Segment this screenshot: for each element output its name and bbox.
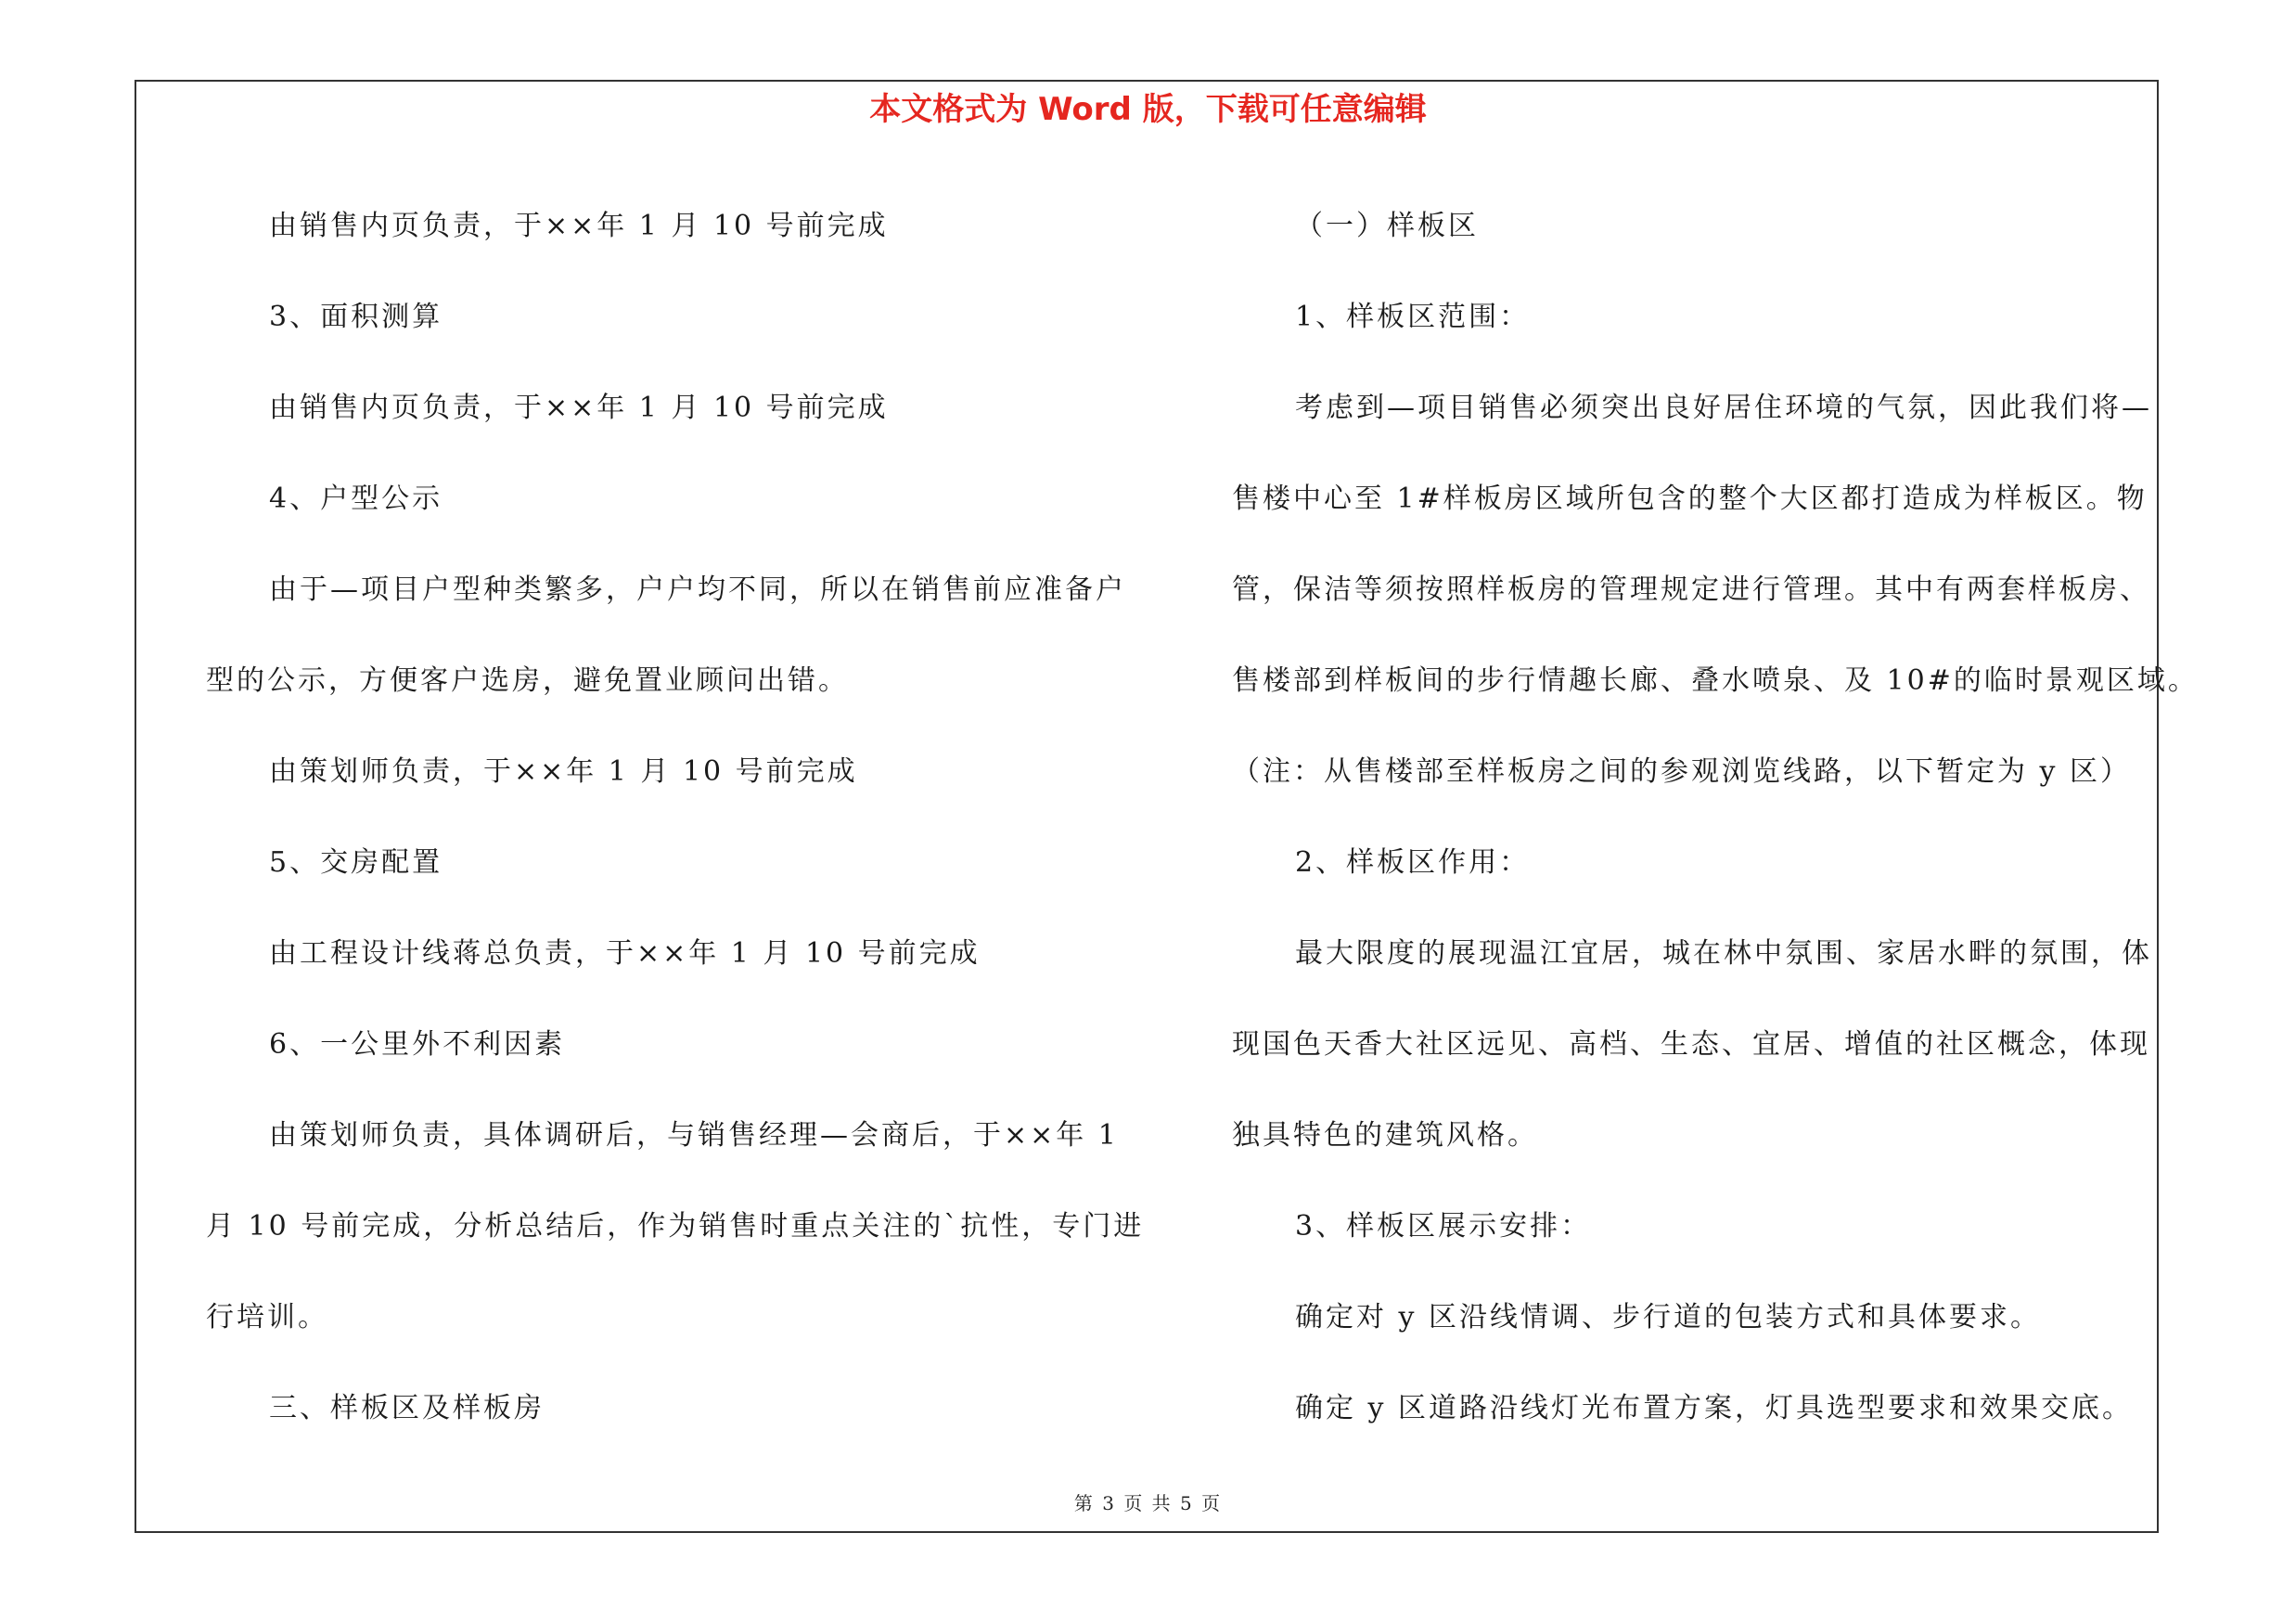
paragraph: 由销售内页负责，于××年 1 月 10 号前完成 [269,392,889,424]
section-heading: 6、一公里外不利因素 [269,1028,566,1061]
section-heading: 5、交房配置 [269,846,443,879]
left-column [206,181,1145,1454]
paragraph-continuation: 现国色天香大社区远见、高档、生态、宜居、增值的社区概念，体现 [1232,1028,2150,1061]
paragraph-continuation: 售楼中心至 1#样板房区域所包含的整个大区都打造成为样板区。物 [1232,483,2148,515]
paragraph-continuation: 独具特色的建筑风格。 [1232,1119,1538,1152]
subsection-heading: （一）样板区 [1295,210,1479,242]
format-banner: 本文格式为 Word 版，下载可任意编辑 [869,91,1427,128]
paragraph-continuation: 管，保洁等须按照样板房的管理规定进行管理。其中有两套样板房、 [1232,573,2150,606]
paragraph: 考虑到—项目销售必须突出良好居住环境的气氛，因此我们将— [1295,392,2152,424]
section-heading: 2、样板区作用： [1295,846,1531,879]
paragraph: 由策划师负责，于××年 1 月 10 号前完成 [269,755,858,788]
paragraph: 由销售内页负责，于××年 1 月 10 号前完成 [269,210,889,242]
paragraph-continuation: 行培训。 [206,1301,328,1333]
paragraph: 确定对 y 区沿线情调、步行道的包装方式和具体要求。 [1295,1301,2042,1333]
paragraph: 确定 y 区道路沿线灯光布置方案，灯具选型要求和效果交底。 [1295,1392,2134,1424]
section-heading: 3、面积测算 [269,301,443,333]
paragraph-continuation: 型的公示，方便客户选房，避免置业顾问出错。 [206,664,849,697]
page-number: 第 3 页 共 5 页 [1073,1492,1223,1514]
note-line: （注：从售楼部至样板房之间的参观浏览线路，以下暂定为 y 区） [1232,755,2132,788]
paragraph: 最大限度的展现温江宜居，城在林中氛围、家居水畔的氛围，体 [1295,937,2152,970]
paragraph-continuation: 售楼部到样板间的步行情趣长廊、叠水喷泉、及 10#的临时景观区域。 [1232,664,2199,697]
paragraph: 由工程设计线蒋总负责，于××年 1 月 10 号前完成 [269,937,981,970]
section-heading: 1、样板区范围： [1295,301,1531,333]
paragraph: 由于—项目户型种类繁多，户户均不同，所以在销售前应准备户 [269,573,1126,606]
chapter-heading: 三、样板区及样板房 [269,1392,545,1424]
right-column [1232,181,2234,1454]
paragraph-continuation: 月 10 号前完成，分析总结后，作为销售时重点关注的`抗性，专门进 [206,1210,1145,1243]
section-heading: 3、样板区展示安排： [1295,1210,1592,1243]
paragraph: 由策划师负责，具体调研后，与销售经理—会商后，于××年 1 [269,1119,1119,1152]
section-heading: 4、户型公示 [269,483,443,515]
